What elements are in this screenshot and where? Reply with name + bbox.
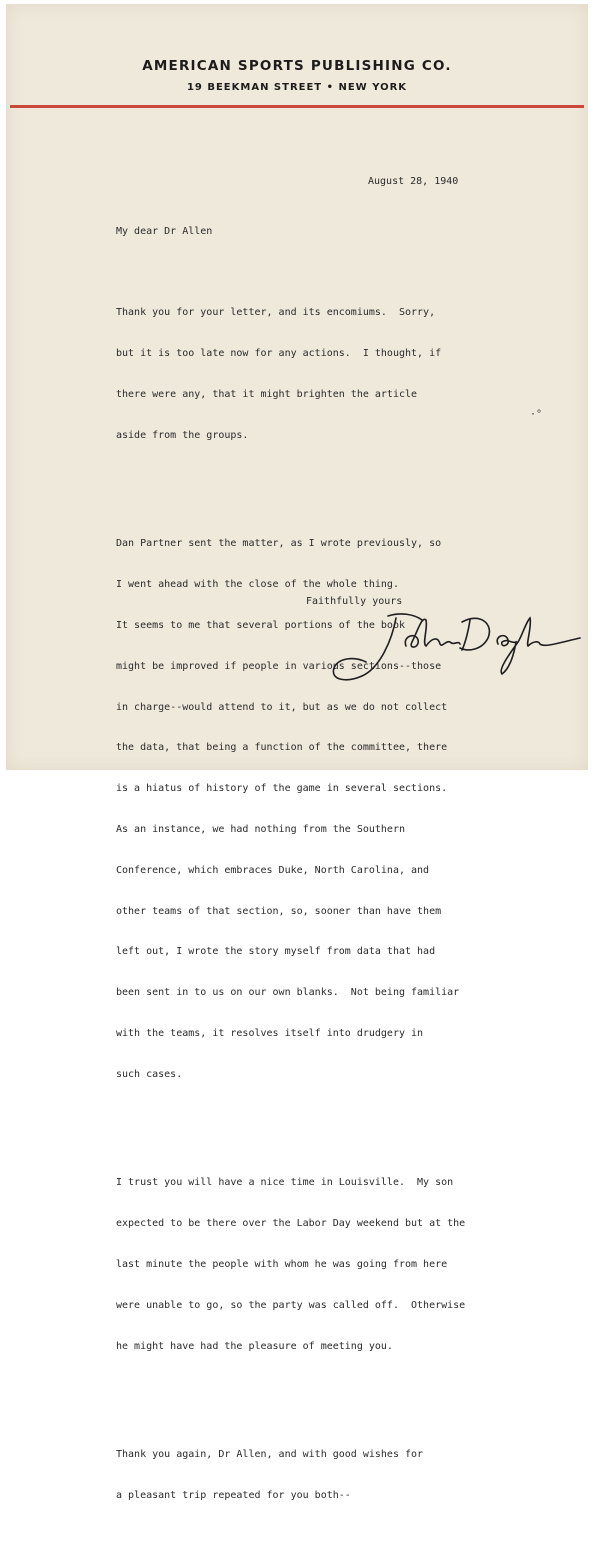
- body-line: is a hiatus of history of the game in several sections.: [116, 783, 448, 795]
- body-line: last minute the people with whom he was going from here: [116, 1258, 448, 1270]
- body-line: It seems to me that several portions of the book: [116, 620, 405, 632]
- letter-body: [116, 252, 465, 1552]
- body-line: As an instance, we had nothing from the Southern: [116, 823, 405, 835]
- body-line: Thank you for your letter, and its encomiums. Sorry,: [116, 307, 436, 319]
- body-line: Thank you again, Dr Allen, and with good wishes for: [116, 1449, 424, 1461]
- body-line: in charge--would attend to it, but as we do not collect: [116, 701, 448, 713]
- signature: [322, 610, 584, 694]
- paragraph: [116, 1421, 465, 1530]
- body-line: might be improved if people in various sections--those: [116, 660, 442, 672]
- paragraph: [116, 1149, 465, 1380]
- letterhead: [6, 58, 588, 93]
- paragraph: [116, 279, 465, 469]
- closing: Faithfully yours: [306, 596, 403, 607]
- company-name: AMERICAN SPORTS PUBLISHING CO.: [142, 58, 452, 74]
- stray-mark: ·°: [530, 409, 543, 420]
- body-line: I went ahead with the close of the whole thing.: [116, 579, 399, 591]
- body-line: were unable to go, so the party was called off. Otherwise: [116, 1299, 466, 1311]
- body-line: such cases.: [116, 1068, 183, 1080]
- body-line: been sent in to us on our own blanks. Not being familiar: [116, 987, 460, 999]
- body-line: expected to be there over the Labor Day weekend but at the: [116, 1218, 466, 1230]
- salutation: My dear Dr Allen: [116, 226, 213, 237]
- body-line: with the teams, it resolves itself into drudgery in: [116, 1027, 424, 1039]
- body-line: the data, that being a function of the committee, there: [116, 742, 448, 754]
- body-line: Dan Partner sent the matter, as I wrote previously, so: [116, 538, 442, 550]
- letter-date: August 28, 1940: [368, 176, 459, 187]
- body-line: he might have had the pleasure of meeting you.: [116, 1340, 393, 1352]
- letter-sheet: [6, 4, 588, 1502]
- body-line: other teams of that section, so, sooner than have them: [116, 905, 442, 917]
- letterhead-rule: [10, 105, 584, 108]
- body-line: a pleasant trip repeated for you both--: [116, 1490, 351, 1502]
- company-address: 19 BEEKMAN STREET • NEW YORK: [186, 82, 408, 93]
- body-line: Conference, which embraces Duke, North Carolina, and: [116, 864, 430, 876]
- body-line: there were any, that it might brighten the article: [116, 388, 418, 400]
- body-line: aside from the groups.: [116, 429, 249, 441]
- paragraph: [116, 510, 465, 1108]
- body-line: but it is too late now for any actions. I thought, if: [116, 348, 442, 360]
- body-line: I trust you will have a nice time in Louisville. My son: [116, 1177, 454, 1189]
- body-line: left out, I wrote the story myself from data that had: [116, 946, 436, 958]
